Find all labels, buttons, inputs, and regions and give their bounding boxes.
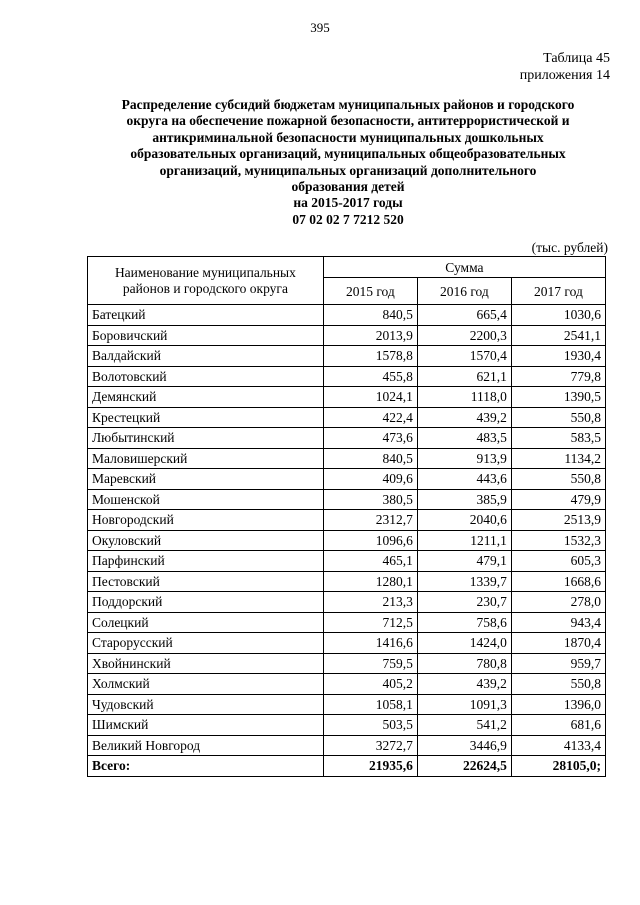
column-header-name: Наименование муниципальных районов и городского округа: [88, 257, 324, 305]
district-name: Новгородский: [88, 510, 324, 531]
table-number: Таблица 45: [543, 51, 610, 66]
district-name: Маревский: [88, 469, 324, 490]
document-title: [70, 97, 626, 228]
district-name: Окуловский: [88, 530, 324, 551]
district-name: Солецкий: [88, 612, 324, 633]
amount-cell: 621,1: [417, 366, 511, 387]
title-period: на 2015-2017 годы: [293, 195, 403, 211]
district-name: Крестецкий: [88, 407, 324, 428]
amount-cell: 385,9: [417, 489, 511, 510]
title-line: округа на обеспечение пожарной безопасности, антитеррористической и: [126, 113, 570, 129]
amount-cell: 959,7: [511, 653, 605, 674]
table-row: [88, 592, 606, 613]
amount-cell: 1532,3: [511, 530, 605, 551]
table-row: [88, 325, 606, 346]
budget-code: 07 02 02 7 7212 520: [292, 211, 404, 227]
amount-cell: 1390,5: [511, 387, 605, 408]
amount-cell: 465,1: [323, 551, 417, 572]
amount-cell: 1870,4: [511, 633, 605, 654]
amount-cell: 455,8: [323, 366, 417, 387]
amount-cell: 1396,0: [511, 694, 605, 715]
district-name: Чудовский: [88, 694, 324, 715]
title-line: образования детей: [291, 179, 405, 195]
district-name: Демянский: [88, 387, 324, 408]
table-row: [88, 715, 606, 736]
amount-cell: 439,2: [417, 674, 511, 695]
table-row: [88, 305, 606, 326]
amount-cell: 1570,4: [417, 346, 511, 367]
amount-cell: 840,5: [323, 305, 417, 326]
amount-cell: 779,8: [511, 366, 605, 387]
title-line: образовательных организаций, муниципальных общеобразовательных: [130, 146, 566, 162]
total-value: 22624,5: [417, 756, 511, 777]
table-row: [88, 633, 606, 654]
amount-cell: 1416,6: [323, 633, 417, 654]
amount-cell: 443,6: [417, 469, 511, 490]
amount-cell: 409,6: [323, 469, 417, 490]
amount-cell: 479,9: [511, 489, 605, 510]
amount-cell: 3446,9: [417, 735, 511, 756]
table-body: [88, 305, 606, 777]
amount-cell: 1024,1: [323, 387, 417, 408]
amount-cell: 1339,7: [417, 571, 511, 592]
amount-cell: 1096,6: [323, 530, 417, 551]
amount-cell: 2200,3: [417, 325, 511, 346]
amount-cell: 1118,0: [417, 387, 511, 408]
amount-cell: 550,8: [511, 469, 605, 490]
amount-cell: 1424,0: [417, 633, 511, 654]
district-name: Мошенской: [88, 489, 324, 510]
amount-cell: 2312,7: [323, 510, 417, 531]
amount-cell: 1134,2: [511, 448, 605, 469]
amount-cell: 550,8: [511, 407, 605, 428]
column-header-year: 2016 год: [417, 278, 511, 305]
table-row: [88, 612, 606, 633]
district-name: Маловишерский: [88, 448, 324, 469]
subsidy-table: [87, 256, 606, 777]
table-row: [88, 571, 606, 592]
amount-cell: 422,4: [323, 407, 417, 428]
table-row: [88, 448, 606, 469]
amount-cell: 439,2: [417, 407, 511, 428]
table-row: [88, 346, 606, 367]
page-number: 395: [310, 20, 330, 35]
amount-cell: 550,8: [511, 674, 605, 695]
district-name: Хвойнинский: [88, 653, 324, 674]
district-name: Великий Новгород: [88, 735, 324, 756]
total-value: 21935,6: [323, 756, 417, 777]
amount-cell: 1668,6: [511, 571, 605, 592]
amount-cell: 380,5: [323, 489, 417, 510]
amount-cell: 1280,1: [323, 571, 417, 592]
amount-cell: 1930,4: [511, 346, 605, 367]
amount-cell: 2541,1: [511, 325, 605, 346]
column-header-year: 2015 год: [323, 278, 417, 305]
table-row: [88, 694, 606, 715]
appendix-reference: [520, 50, 610, 84]
amount-cell: 1058,1: [323, 694, 417, 715]
district-name: Пестовский: [88, 571, 324, 592]
amount-cell: 213,3: [323, 592, 417, 613]
amount-cell: 3272,7: [323, 735, 417, 756]
amount-cell: 780,8: [417, 653, 511, 674]
table-row: [88, 674, 606, 695]
district-name: Парфинский: [88, 551, 324, 572]
district-name: Любытинский: [88, 428, 324, 449]
column-header-year: 2017 год: [511, 278, 605, 305]
amount-cell: 1030,6: [511, 305, 605, 326]
table-row: [88, 735, 606, 756]
amount-cell: 405,2: [323, 674, 417, 695]
amount-cell: 230,7: [417, 592, 511, 613]
district-name: Шимский: [88, 715, 324, 736]
table-row: [88, 469, 606, 490]
total-row: [88, 756, 606, 777]
district-name: Валдайский: [88, 346, 324, 367]
amount-cell: 712,5: [323, 612, 417, 633]
table-row: [88, 407, 606, 428]
amount-cell: 2513,9: [511, 510, 605, 531]
total-label: Всего:: [88, 756, 324, 777]
amount-cell: 2013,9: [323, 325, 417, 346]
column-header-sum: Сумма: [323, 257, 605, 278]
amount-cell: 759,5: [323, 653, 417, 674]
amount-cell: 479,1: [417, 551, 511, 572]
district-name: Старорусский: [88, 633, 324, 654]
amount-cell: 1091,3: [417, 694, 511, 715]
amount-cell: 1578,8: [323, 346, 417, 367]
amount-cell: 943,4: [511, 612, 605, 633]
amount-cell: 483,5: [417, 428, 511, 449]
amount-cell: 541,2: [417, 715, 511, 736]
amount-cell: 758,6: [417, 612, 511, 633]
amount-cell: 913,9: [417, 448, 511, 469]
district-name: Батецкий: [88, 305, 324, 326]
table-row: [88, 510, 606, 531]
district-name: Волотовский: [88, 366, 324, 387]
table-row: [88, 530, 606, 551]
title-line: организаций, муниципальных организаций дополнительного: [159, 162, 537, 178]
amount-cell: 2040,6: [417, 510, 511, 531]
amount-cell: 681,6: [511, 715, 605, 736]
table-row: [88, 387, 606, 408]
amount-cell: 665,4: [417, 305, 511, 326]
amount-cell: 583,5: [511, 428, 605, 449]
district-name: Холмский: [88, 674, 324, 695]
unit-note: (тыс. рублей): [531, 240, 608, 255]
table-row: [88, 428, 606, 449]
amount-cell: 605,3: [511, 551, 605, 572]
table-row: [88, 551, 606, 572]
district-name: Поддорский: [88, 592, 324, 613]
amount-cell: 840,5: [323, 448, 417, 469]
title-line: антикриминальной безопасности муниципальных дошкольных: [152, 129, 544, 145]
amount-cell: 503,5: [323, 715, 417, 736]
amount-cell: 473,6: [323, 428, 417, 449]
district-name: Боровичский: [88, 325, 324, 346]
amount-cell: 4133,4: [511, 735, 605, 756]
appendix-number: приложения 14: [519, 68, 610, 83]
table-row: [88, 653, 606, 674]
total-value: 28105,0;: [511, 756, 605, 777]
amount-cell: 1211,1: [417, 530, 511, 551]
table-row: [88, 489, 606, 510]
title-line: Распределение субсидий бюджетам муниципальных районов и городского: [121, 97, 575, 112]
amount-cell: 278,0: [511, 592, 605, 613]
table-row: [88, 366, 606, 387]
